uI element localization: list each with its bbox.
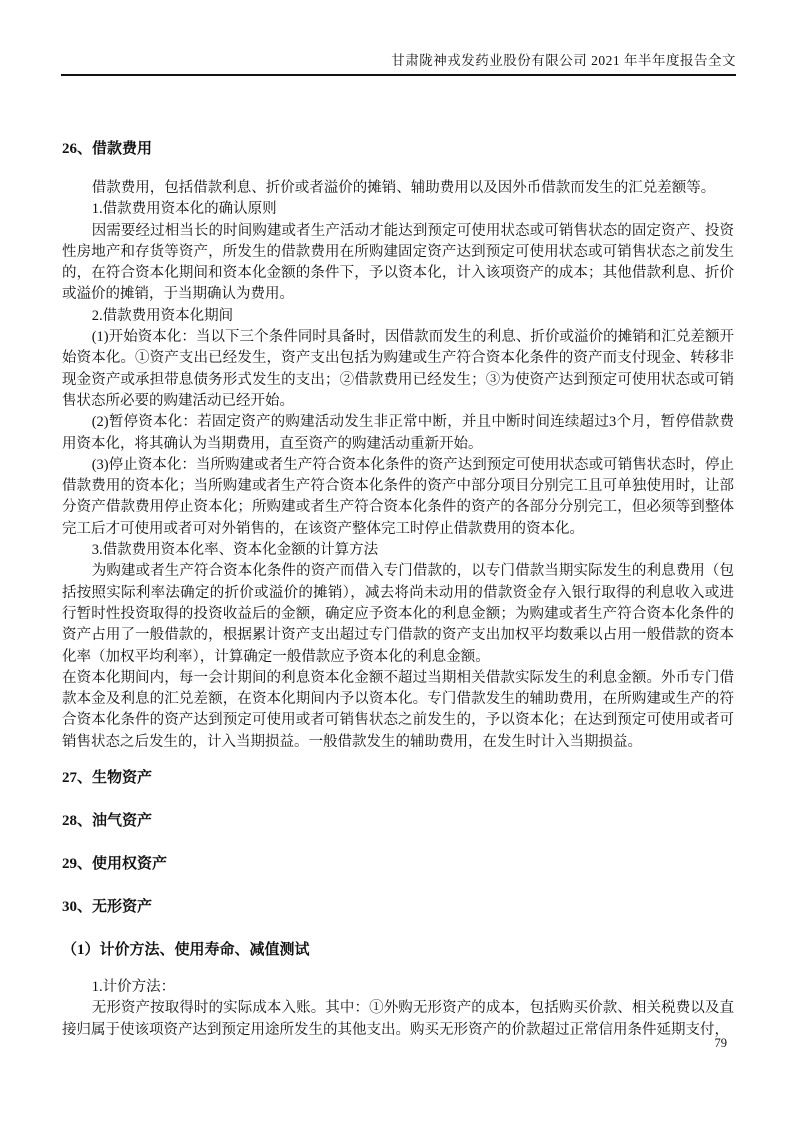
page-number: 79 [714,1036,727,1050]
paragraph: (3)停止资本化：当所购建或者生产符合资本化条件的资产达到预定可使用状态或可销售状态时，停止借款费用的资本化；当所购建或者生产符合资本化条件的资产中部分项目分别完工且可单独使用时，让部分资产借款费用停止资本化；所购建或者生产符合资本化条件的资产的各部分分别完工，但必须等到整体完工后才可使用或者可对外销售的，在该资产整体完工时停止借款费用的资本化。 [62,456,734,537]
paragraph: 借款费用，包括借款利息、折价或者溢价的摊销、辅助费用以及因外币借款而发生的汇兑差额等。 [91,180,716,196]
section-heading-27: 27、生物资产 [62,770,153,787]
paragraph: 因需要经过相当长的时间购建或者生产活动才能达到预定可使用状态或可销售状态的固定资产、投资性房地产和存货等资产，所发生的借款费用在所购建固定资产达到预定可使用状态或可销售状态之前发生的，在符合资本化期间和资本化金额的条件下，予以资本化，计入该项资产的成本；其他借款利息、折价或溢价的摊销，于当期确认为费用。 [62,222,734,303]
paragraph: 1.借款费用资本化的确认原则 [91,201,277,218]
paragraph: 2.借款费用资本化期间 [91,307,234,324]
section-heading-30: 30、无形资产 [62,899,153,916]
page-content [62,141,734,1041]
subsection-heading: （1）计价方法、使用寿命、减值测试 [62,942,310,959]
paragraph: 在资本化期间内，每一会计期间的利息资本化金额不超过当期相关借款实际发生的利息金额。外币专门借款本金及利息的汇兑差额，在资本化期间内予以资本化。专门借款发生的辅助费用，在所购建或生产的符合资本化条件的资产达到预定可使用或者可销售状态之前发生的，予以资本化；在达到预定可使用或者可销售状态之后发生的，计入当期损益。一般借款发生的辅助费用，在发生时计入当期损益。 [62,669,734,750]
paragraph: (2)暂停资本化：若固定资产的购建活动发生非正常中断，并且中断时间连续超过3个月，暂停借款费用资本化，将其确认为当期费用，直至资产的购建活动重新开始。 [62,414,734,452]
section-heading-29: 29、使用权资产 [62,856,168,873]
paragraph: 1.计价方法： [91,979,176,996]
section-heading-26: 26、借款费用 [62,141,153,157]
section-heading-28: 28、油气资产 [62,813,153,830]
paragraph: 为购建或者生产符合资本化条件的资产而借入专门借款的，以专门借款当期实际发生的利息费用（包括按照实际利率法确定的折价或溢价的摊销），减去将尚未动用的借款资金存入银行取得的利息收入或进行暂时性投资取得的投资收益后的金额，确定应予资本化的利息金额；为购建或者生产符合资本化条件的资产占用了一般借款的，根据累计资产支出超过专门借款的资产支出加权平均数乘以占用一般借款的资本化率（加权平均利率），计算确定一般借款应予资本化的利息金额。 [62,563,734,665]
paragraph: 3.借款费用资本化率、资本化金额的计算方法 [91,542,379,559]
paragraph: (1)开始资本化：当以下三个条件同时具备时，因借款而发生的利息、折价或溢价的摊销和汇兑差额开始资本化。①资产支出已经发生，资产支出包括为购建或生产符合资本化条件的资产而支付现金、转移非现金资产或承担带息债务形式发生的支出；②借款费用已经发生；③为使资产达到预定可使用状态或可销售状态所必要的购建活动已经开始。 [62,329,734,409]
paragraph: 无形资产按取得时的实际成本入账。其中：①外购无形资产的成本，包括购买价款、相关税费以及直接归属于使该项资产达到预定用途所发生的其他支出。购买无形资产的价款超过正常信用条件延期支付， [62,1000,734,1038]
report-header: 甘肃陇神戎发药业股份有限公司 2021 年半年度报告全文 [61,52,736,76]
